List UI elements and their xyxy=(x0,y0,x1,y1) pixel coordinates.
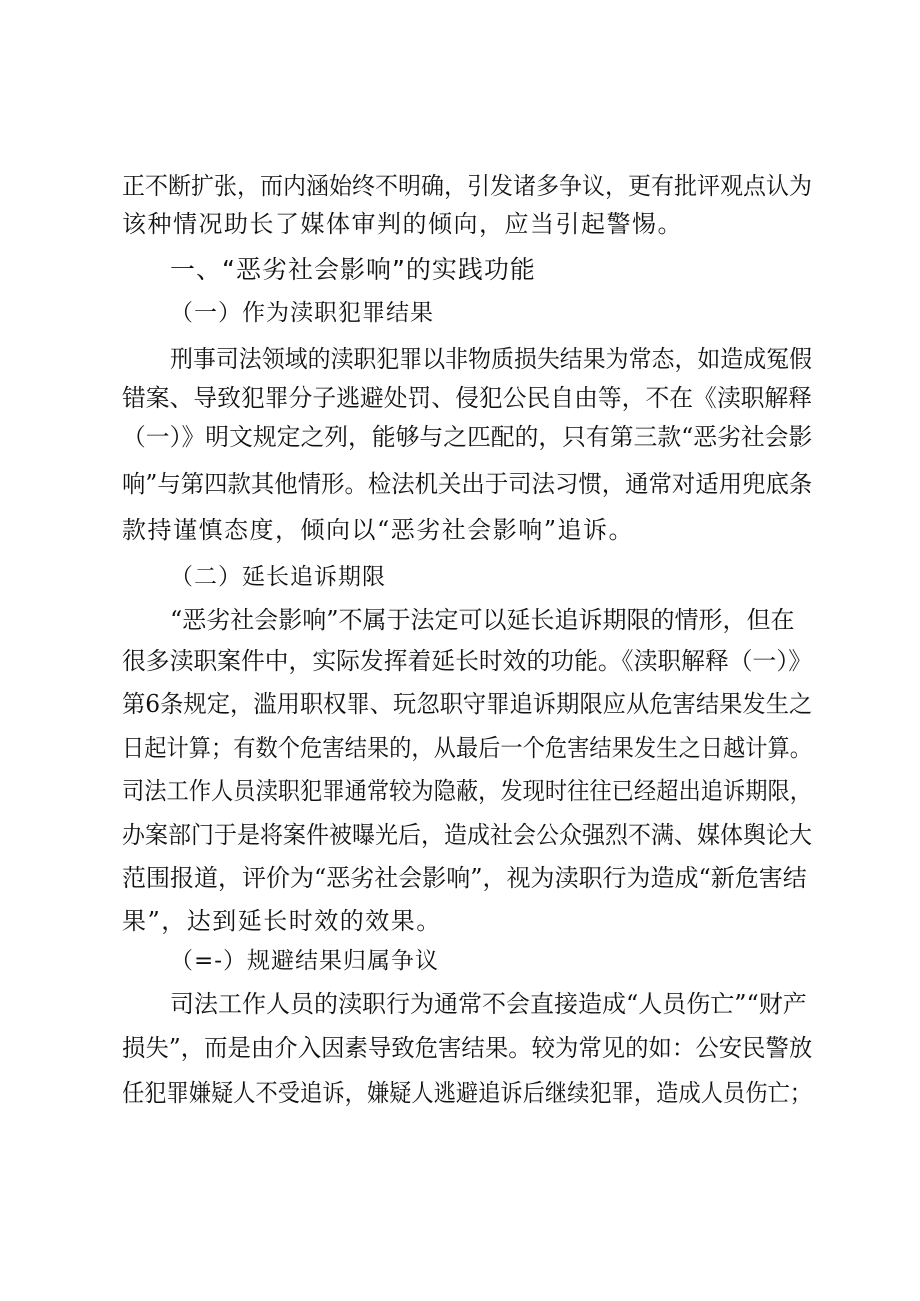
subsection-heading: （二）延长追诉期限 xyxy=(170,564,386,590)
paragraph-line: 司法工作人员的渎职行为通常不会直接造成“人员伤亡”“财产 xyxy=(170,990,807,1018)
section-heading: 一、“恶劣社会影响”的实践功能 xyxy=(170,255,536,284)
paragraph-line: 司法工作人员渎职犯罪通常较为隐蔽，发现时往往已经超出追诉期限， xyxy=(122,777,812,805)
paragraph-line: 该种情况助长了媒体审判的倾向，应当引起警惕。 xyxy=(122,210,683,238)
paragraph-line: 任犯罪嫌疑人不受追诉，嫌疑人逃避追诉后继续犯罪，造成人员伤亡； xyxy=(122,1079,812,1107)
paragraph-line: 很多渎职案件中，实际发挥着延长时效的功能。《渎职解释（一）》 xyxy=(122,647,813,675)
paragraph-line: 第6条规定，滥用职权罪、玩忽职守罪追诉期限应从危害结果发生之 xyxy=(122,690,813,718)
paragraph-line: “恶劣社会影响”不属于法定可以延长追诉期限的情形，但在 xyxy=(170,606,795,634)
paragraph-line: 刑事司法领域的渎职犯罪以非物质损失结果为常态，如造成冤假 xyxy=(170,345,813,373)
paragraph-line: 错案、导致犯罪分子逃避处罚、侵犯公民自由等，不在《渎职解释 xyxy=(122,384,813,412)
paragraph-line: 日起计算；有数个危害结果的，从最后一个危害结果发生之日越计算。 xyxy=(122,734,812,762)
paragraph-line: 果”，达到延长时效的效果。 xyxy=(122,907,442,935)
paragraph-line: 损失”，而是由介入因素导致危害结果。较为常见的如：公安民警放 xyxy=(122,1034,813,1062)
paragraph-line: 款持谨慎态度，倾向以“恶劣社会影响”追诉。 xyxy=(122,516,635,544)
paragraph-line: 正不断扩张，而内涵始终不明确，引发诸多争议，更有批评观点认为 xyxy=(122,172,812,200)
paragraph-line: 办案部门于是将案件被曝光后，造成社会公众强烈不满、媒体舆论大 xyxy=(122,821,812,849)
subsection-heading: （=-）规避结果归属争议 xyxy=(170,948,440,974)
paragraph-line: 响”与第四款其他情形。检法机关出于司法习惯，通常对适用兜底条 xyxy=(122,470,813,498)
paragraph-line: 范围报道，评价为“恶劣社会影响”，视为渎职行为造成“新危害结 xyxy=(122,864,807,892)
subsection-heading: （一）作为渎职犯罪结果 xyxy=(170,300,434,326)
paragraph-line: （一）》明文规定之列，能够与之匹配的，只有第三款“恶劣社会影 xyxy=(122,423,813,451)
